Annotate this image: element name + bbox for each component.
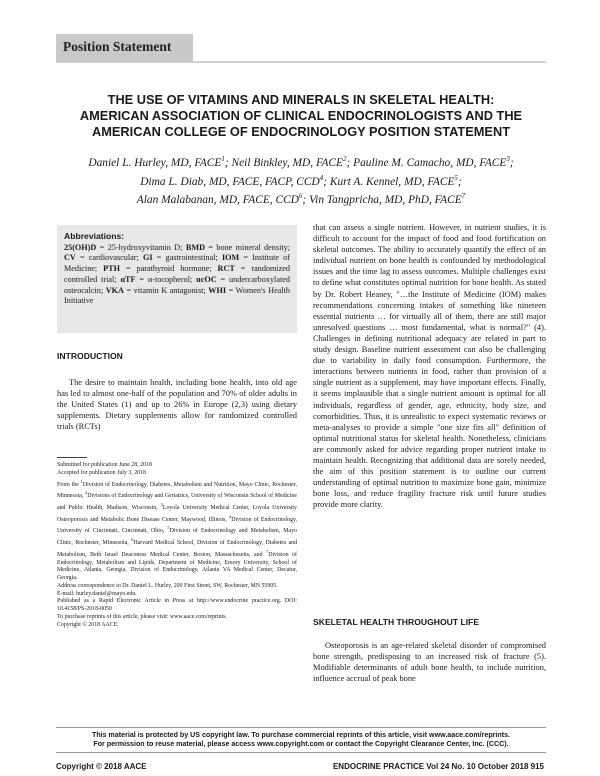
author: Pauline M. Camacho, MD, FACE$^3$; [353,155,514,169]
title-line: THE USE OF VITAMINS AND MINERALS IN SKELETAL HEALTH: [107,92,495,107]
author-line [56,152,546,171]
abbreviation-entry: 25(OH)D = 25-hydroxyvitamin D [64,242,181,252]
author-line [56,190,546,209]
footnote-rule [57,457,87,458]
author: Kurt A. Kennel, MD, FACE$^5$; [329,173,462,188]
left-column-body [57,377,297,432]
copyright-notice [56,727,546,753]
email: E-mail: hurley.daniel@mayo.edu. [57,590,137,597]
right-column-body-2 [313,640,546,684]
title-line: AMERICAN ASSOCIATION OF CLINICAL ENDOCRINOLOGISTS AND THE [79,108,523,123]
reprints-note: To purchase reprints of this article, please visit: www.aace.com/reprints. [57,613,227,620]
accepted-date: Accepted for publication July 3, 2018 [57,469,146,476]
article-title [56,92,546,140]
abbreviation-entry: VKA = vitamin K antagonist [105,285,204,295]
abbreviation-entry: RCT = randomized controlled trial [64,264,291,284]
abbreviations-box [57,225,297,333]
notice-line: For permission to reuse material, please access www.copyright.com or contact the Copyright Clearance Center, Inc. (CCC). [93,740,509,748]
footnotes [57,462,297,629]
section-heading-introduction: INTRODUCTION [57,351,123,361]
header-rule [56,61,546,63]
footer-copyright: Copyright © 2018 AACE [56,762,147,771]
abbreviation-entry: PTH = parathyroid hormone [103,264,210,274]
author: Daniel L. Hurley, MD, FACE$^1$; [88,155,232,169]
section-heading-skeletal-health: SKELETAL HEALTH THROUGHOUT LIFE [313,617,480,627]
notice-line: This material is protected by US copyright law. To purchase commercial reprints of this article, visit www.aace.com/reprints. [92,731,510,739]
abbreviations-heading: Abbreviations: [64,231,125,241]
abbreviations-list: 25(OH)D = 25-hydroxyvitamin D; BMD = bone mineral density; CV = cardiovascular; GI = gastrointestinal; IOM = Institute of Medicine; PTH = parathyroid hormone; RCT = randomized controlled trial; αTF = α-tocopherol; ucOC = undercarboxylated osteocalcin; VKA = vitamin K antagonist; WHI = Women's Health Initiative [64,242,291,306]
footer-journal-info: ENDOCRINE PRACTICE Vol 24 No. 10 October 2018 915 [332,762,544,771]
title-line: AMERICAN COLLEGE OF ENDOCRINOLOGY POSITION STATEMENT [91,124,511,139]
paragraph: that can assess a single nutrient. However, in nutrient studies, it is difficult to account for the impact of food and food fortification on skeletal outcomes. The ability to accurately quantify the effect of an individual nutrient on bone health is confounded by methodological issues and the time lag to assess outcomes. Multiple challenges exist to define what constitutes optimal nutrition for bone health. As stated by Dr. Robert Heaney, "…the Institute of Medicine (IOM) makes recommendations concerning intakes of something like nineteen essential nutrients … for virtually all of them, there are still major unresolved questions … most fundamental, what is normal?" (4). Challenges in defining nutritional adequacy are related in part to study design. Baseline nutrient assessment can also be challenging due to variability in daily food consumption. Furthermore, the interactions between nutrients in food, rather than provision of a single nutrient as a supplement, may have important effects. Finally, it seems implausible that a single nutrient amount is optimal for all individuals, regardless of gender, age, ethnicity, body size, and comorbidities. Thus, it is unrealistic to expect systematic reviews or meta-analyses to provide a simple "one size fits all" definition of optimal nutritional status for skeletal health. Nonetheless, clinicians are commonly asked for advice regarding proper nutrient intake to maintain health. Recognizing that additional data are sorely needed, the aim of this position statement is to outline our current understanding of optimal nutrition to maximize bone gain, minimize bone loss, and reduce fragility fracture risk until future studies provide more clarity. [313,223,546,510]
abbreviation-entry: ucOC = undercarboxylated osteocalcin [64,274,290,295]
publication-note: Published as a Rapid Electronic Article in Press at http://www.endocrine practice.org. DOI: 10.4158/PS-2018-0050 [57,598,297,613]
right-column-body [313,222,546,510]
abbreviation-entry: BMD = bone mineral density [185,242,288,252]
author: Neil Binkley, MD, FACE$^2$; [231,155,354,169]
author: Vin Tangpricha, MD, PhD, FACE$^7$ [309,192,466,207]
submitted-date: Submitted for publication June 28, 2018 [57,462,152,468]
section-label: Position Statement [56,34,193,61]
copyright-note: Copyright © 2018 AACE. [57,621,119,628]
abbreviation-entry: αTF = α-tocopherol [120,274,190,284]
paragraph: The desire to maintain health, including bone health, into old age has led to almost one-half of the population and 70% of older adults in the United States (1) and up to 26% in Europe (2,3) using dietary supplements. Dietary supplements allow for randomized controlled trials (RCTs) [57,378,297,432]
abbreviation-entry: IOM = Institute of Medicine [64,253,291,274]
affiliations: From the $^1$Division of Endocrinology, Diabetes, Metabolism and Nutrition, Mayo Clinic, Rochester, Minnesota, $^2$Divisions of Endocrinology and Geriatrics, University of Wisconsin School of Medicine and Public Health, Madison, Wisconsin, $^3$Loyola University Medical Center, Loyola University Osteoporosis and Metabolic Bone Disease Center, Maywood, Illinois, $^4$Division of Endocrinology, University of Cincinnati, Cincinnati, Ohio, $^5$Division of Endocrinology and Metabolism, Mayo Clinic, Rochester, Minnesota, $^6$Harvard Medical School, Division of Endocrinology, Diabetes and Metabolism, Beth Israel Deaconess Medical Center, Boston, Massachusetts, and $^7$Division of Endocrinology, Metabolism and Lipids, Department of Medicine, Emory University, School of Medicine, Atlanta, Georgia, Division of Endocrinology, Atlanta VA Medical Center, Decatur, Georgia. [57,478,298,582]
author-list [56,152,546,208]
abbreviation-entry: GI = gastrointestinal [142,253,216,263]
correspondence: Address correspondence to Dr. Daniel L. Hurley, 200 First Street, SW, Rochester, MN 55905. [57,582,278,589]
abbreviation-entry: WHI = Women's Health Initiative [64,285,290,306]
paragraph: Osteoporosis is an age-related skeletal disorder of compromised bone strength, predisposing to an increased risk of fracture (5). Modifiable determinants of adult bone health, to include nutrition, influence accrual of peak bone [313,641,546,684]
abbreviation-entry: CV = cardiovascular [64,253,137,263]
author: Alan Malabanan, MD, FACE, CCD$^6$; [136,192,310,207]
author: Dima L. Diab, MD, FACE, FACP, CCD$^4$; [140,173,330,188]
author-line [56,171,546,190]
